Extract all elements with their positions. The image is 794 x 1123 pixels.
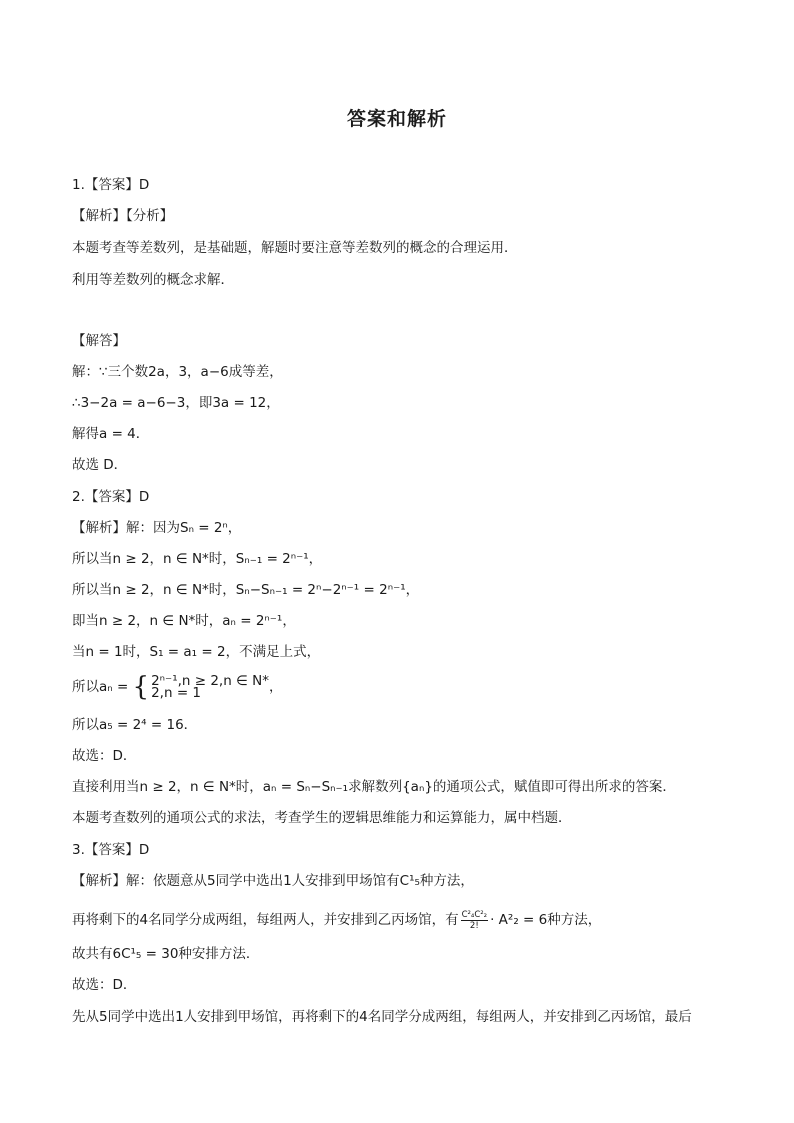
q2-step-1: 【解析】解：因为Sₙ = 2ⁿ， bbox=[72, 520, 242, 536]
q1-method-text: 利用等差数列的概念求解． bbox=[72, 272, 234, 288]
q3-fraction-denominator: 2! bbox=[469, 920, 479, 931]
q2-step-5: 当n = 1时，S₁ = a₁ = 2，不满足上式， bbox=[72, 644, 321, 660]
q2-piecewise-prefix: 所以aₙ = bbox=[72, 679, 133, 695]
q3-choice: 故选：D． bbox=[72, 977, 137, 993]
q2-step-3: 所以当n ≥ 2，n ∈ N*时，Sₙ−Sₙ₋₁ = 2ⁿ−2ⁿ⁻¹ = 2ⁿ⁻¹， bbox=[72, 582, 420, 598]
q3-step-3: 故共有6C¹₅ = 30种安排方法． bbox=[72, 946, 260, 962]
q1-answer: 1.【答案】D bbox=[72, 177, 150, 193]
q2-case-2: 2,n = 1 bbox=[151, 685, 202, 701]
q3-fraction-numerator: C²₄C²₂ bbox=[461, 909, 488, 920]
q2-step-2: 所以当n ≥ 2，n ∈ N*时，Sₙ₋₁ = 2ⁿ⁻¹， bbox=[72, 551, 323, 567]
q3-answer: 3.【答案】D bbox=[72, 842, 150, 858]
q1-analysis-heading: 【解析】【分析】 bbox=[72, 208, 174, 224]
q2-summary-text: 本题考查数列的通项公式的求法，考查学生的逻辑思维能力和运算能力，属中档题． bbox=[72, 810, 572, 826]
q1-solution-heading: 【解答】 bbox=[72, 333, 126, 349]
q3-step-1: 【解析】解：依题意从5同学中选出1人安排到甲场馆有C¹₅种方法， bbox=[72, 873, 474, 889]
q2-case-1: 2ⁿ⁻¹,n ≥ 2,n ∈ N* bbox=[151, 673, 269, 689]
q1-step-2: ∴3−2a = a−6−3，即3a = 12， bbox=[72, 395, 280, 411]
q1-step-1: 解：∵三个数2a，3，a−6成等差， bbox=[72, 364, 283, 380]
q2-answer: 2.【答案】D bbox=[72, 489, 150, 505]
page-title: 答案和解析 bbox=[346, 108, 447, 130]
q2-choice: 故选：D． bbox=[72, 748, 137, 764]
q2-step-7: 所以a₅ = 2⁴ = 16． bbox=[72, 717, 198, 733]
brace-icon: { bbox=[132, 672, 150, 702]
q2-method-text: 直接利用当n ≥ 2，n ∈ N*时，aₙ = Sₙ−Sₙ₋₁求解数列{aₙ}的通项公式，赋值即可得出所求的答案． bbox=[72, 779, 676, 795]
q1-analysis-text: 本题考查等差数列，是基础题，解题时要注意等差数列的概念的合理运用． bbox=[72, 240, 518, 256]
q3-step-2 bbox=[72, 906, 601, 934]
q3-method-text: 先从5同学中选出1人安排到甲场馆，再将剩下的4名同学分成两组，每组两人，并安排到乙丙场馆，最后 bbox=[72, 1009, 692, 1025]
q2-piecewise-suffix: ， bbox=[268, 679, 283, 695]
q2-piecewise-cases bbox=[151, 675, 269, 699]
q1-step-3: 解得a = 4． bbox=[72, 426, 150, 442]
q1-choice: 故选 D． bbox=[72, 457, 128, 473]
q2-piecewise bbox=[72, 672, 282, 702]
q3-step-2-prefix: 再将剩下的4名同学分成两组，每组两人，并安排到乙丙场馆，有 bbox=[72, 912, 459, 928]
q2-step-4: 即当n ≥ 2，n ∈ N*时，aₙ = 2ⁿ⁻¹， bbox=[72, 613, 296, 629]
q3-fraction bbox=[461, 910, 489, 931]
q3-step-2-suffix: · A²₂ = 6种方法， bbox=[490, 912, 602, 928]
